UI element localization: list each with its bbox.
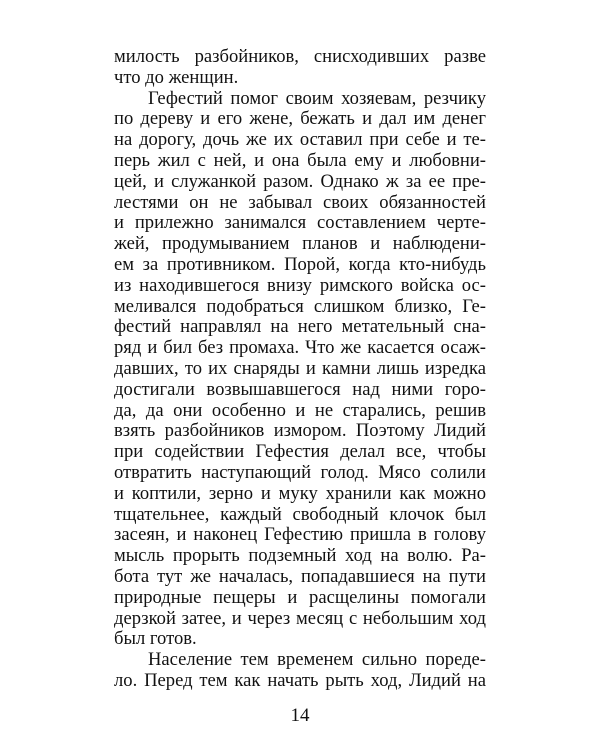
text-line: ряд и бил без промаха. Что же касается осаж- (114, 337, 486, 359)
paragraph-first-line: Гефестий помог своим хозяевам, резчику (148, 87, 486, 109)
text-line: из находившегося внизу римского войска ос- (114, 274, 486, 296)
text-line: милость разбойников, снисходивших разве (114, 46, 486, 67)
text-line: дерзкой затее, и через месяц с небольшим ход (114, 607, 486, 629)
text-line: взять разбойников измором. Поэтому Лидий (114, 420, 486, 442)
text-line: ем за противником. Порой, когда кто-нибудь (114, 254, 486, 275)
text-line: тщательнее, каждый свободный клочок был (114, 503, 486, 525)
text-line: природные пещеры и расщелины помогали (114, 586, 486, 608)
text-line: что до женщин. (114, 66, 239, 88)
text-line: и прилежно занимался составлением черте- (114, 212, 486, 234)
text-line: на дорогу, дочь же их оставил при себе и те- (114, 129, 486, 151)
text-line: при содействии Гефестия делал все, чтобы (114, 441, 486, 463)
text-line: и коптили, зерно и муку хранили как можно (114, 482, 486, 504)
text-line: цей, и служанкой разом. Однако ж за ее пре- (114, 170, 486, 192)
text-line: бота тут же началась, попадавшиеся на пути (114, 566, 486, 587)
text-line: жей, продумыванием планов и наблюдени- (114, 233, 486, 255)
text-line: засеян, и наконец Гефестию пришла в голову (114, 524, 486, 546)
text-line: по дереву и его жене, бежать и дал им денег (114, 108, 486, 130)
text-line: лестями он не забывал своих обязанностей (114, 191, 486, 213)
page-number: 14 (290, 705, 310, 726)
text-line: давших, то их снаряды и камни лишь изредка (114, 358, 486, 379)
text-line: ло. Перед тем как начать рыть ход, Лидий на (114, 670, 486, 691)
paragraph-first-line: Население тем временем сильно пореде- (148, 649, 486, 671)
text-line: достигали возвышавшегося над ними горо- (114, 378, 486, 400)
text-line: меливался подобраться слишком близко, Ге- (114, 295, 486, 317)
text-line: отвратить наступающий голод. Мясо солили (114, 462, 486, 483)
text-line: да, да они особенно и не старались, решив (114, 399, 486, 421)
text-line: мысль прорыть подземный ход на волю. Ра- (114, 545, 486, 567)
text-line: фестий направлял на него метательный сна- (114, 316, 486, 338)
text-line: был готов. (114, 628, 197, 650)
text-line: перь жил с ней, и она была ему и любовни- (114, 150, 486, 171)
